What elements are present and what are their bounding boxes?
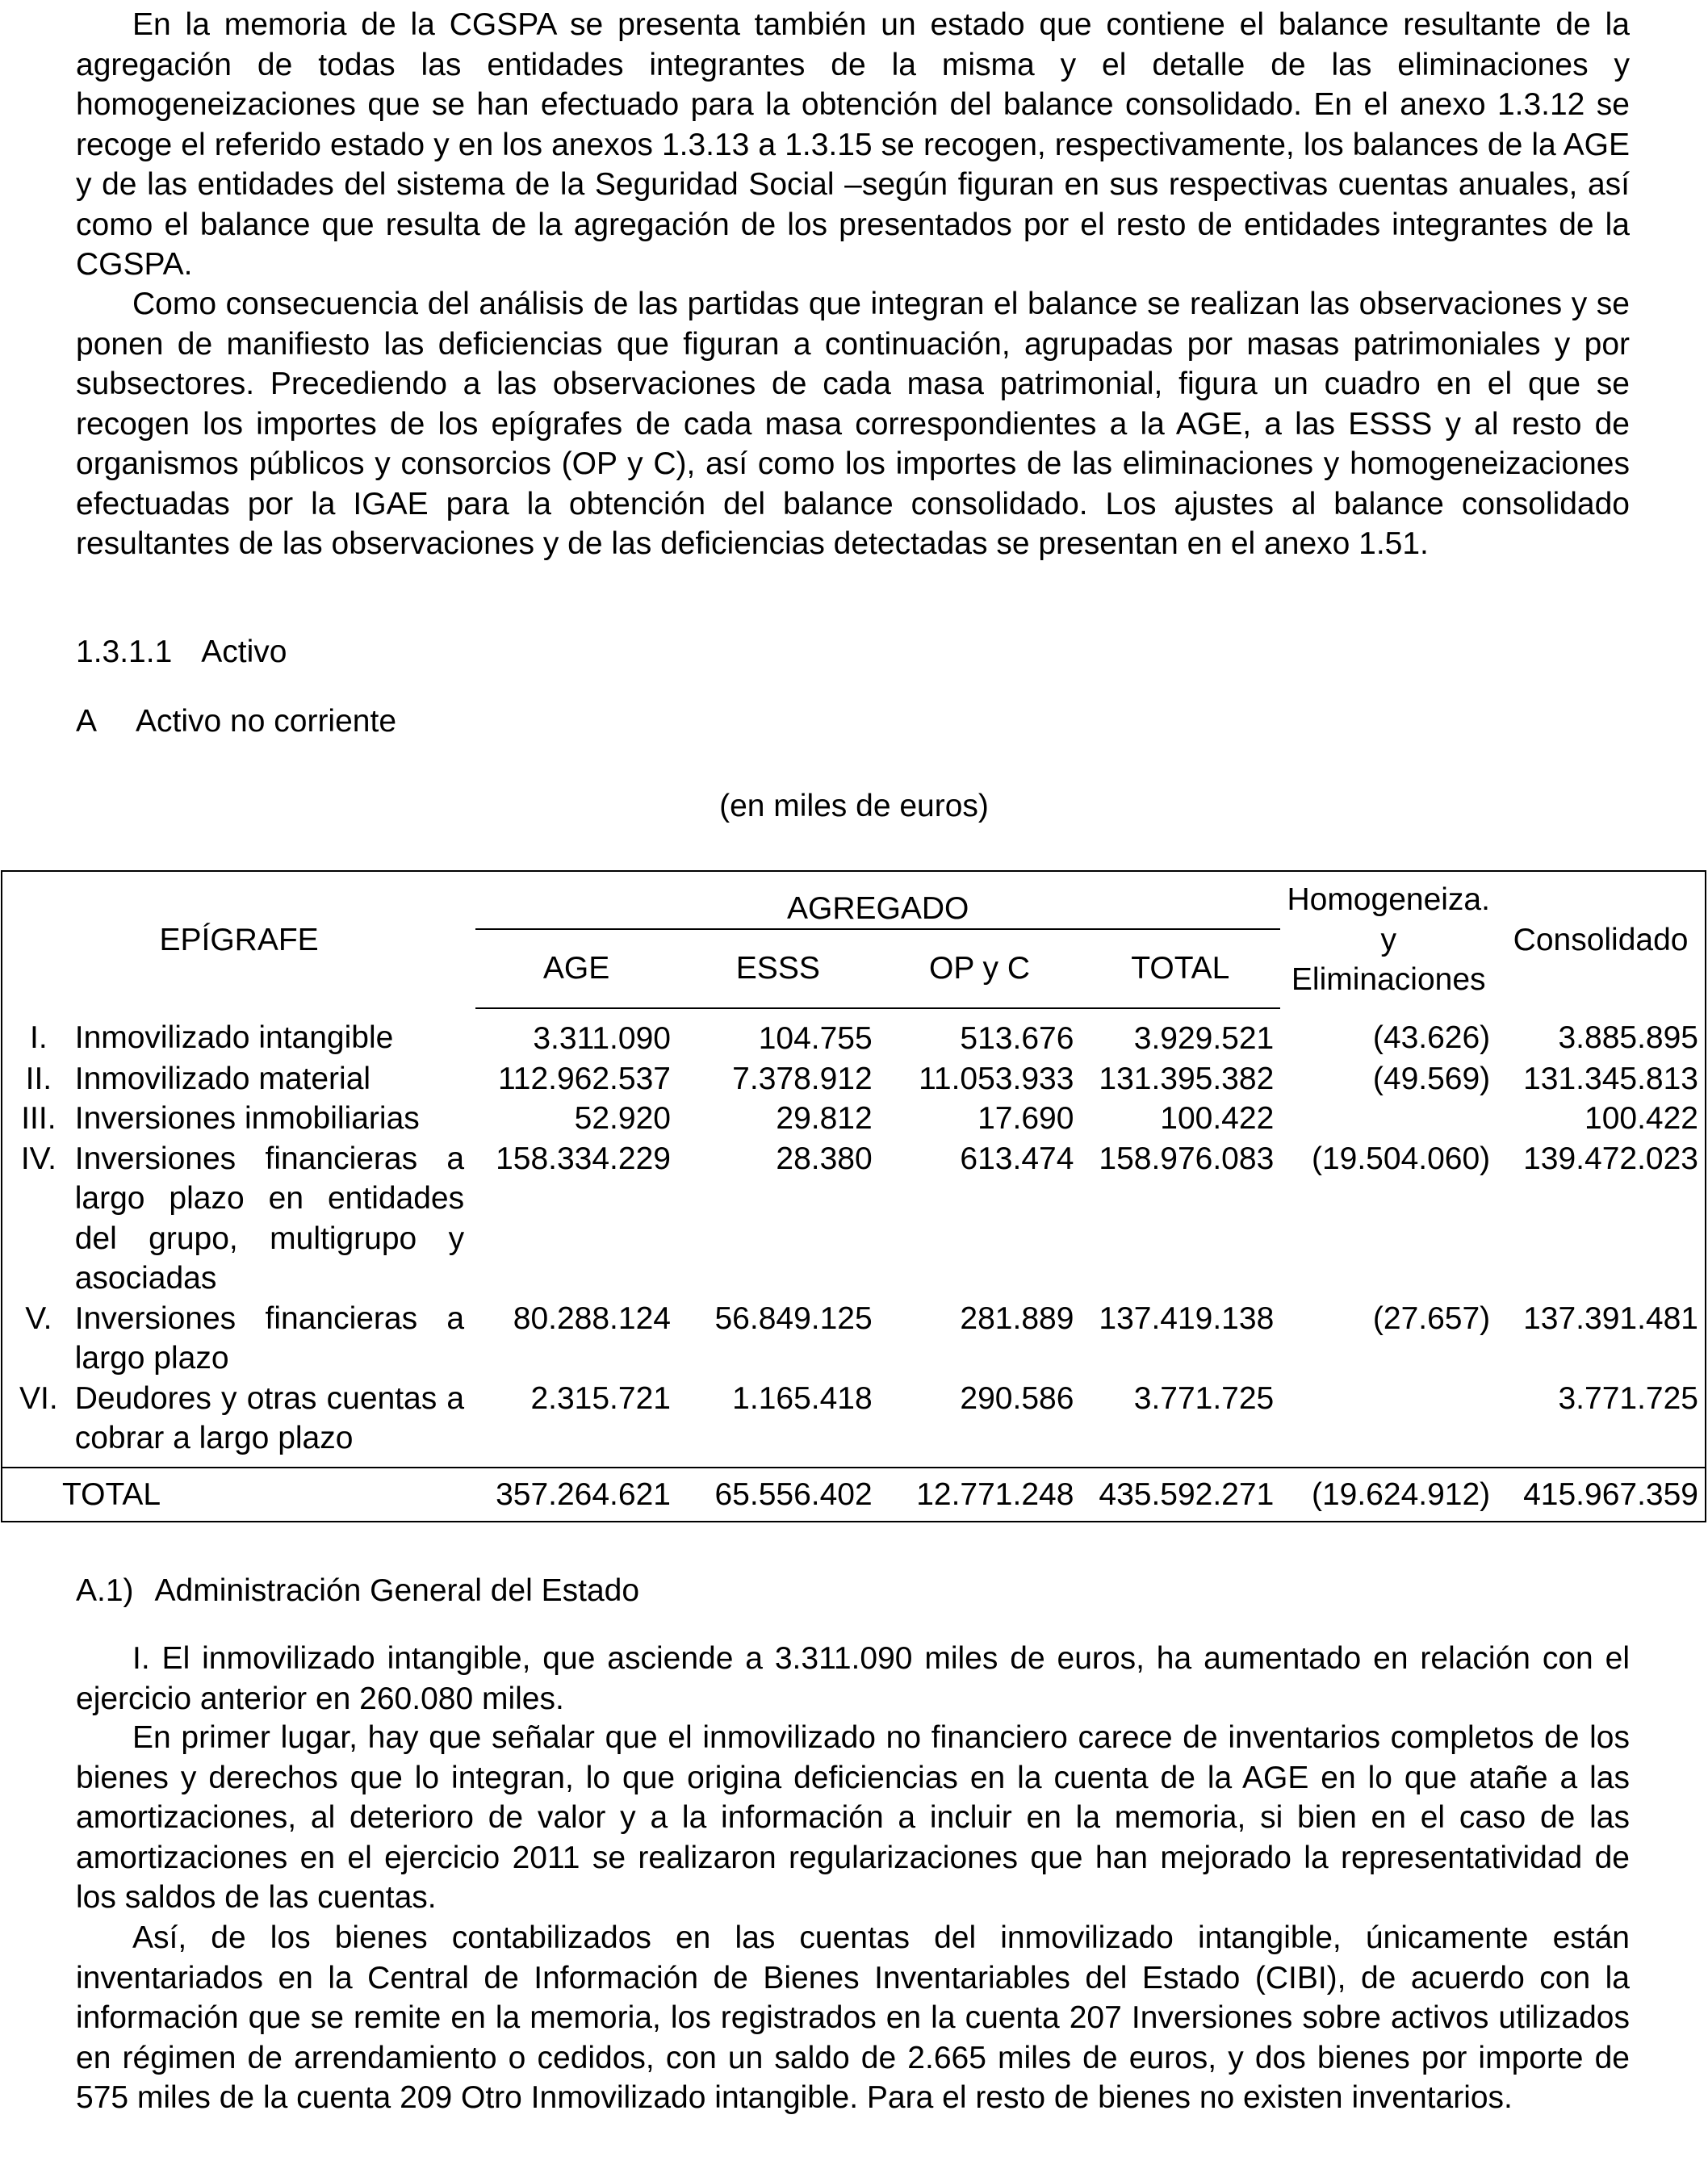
cell-hom bbox=[1280, 1379, 1497, 1468]
paragraph-intro-2: Como consecuencia del análisis de las partidas que integran el balance se realizan las observaciones y se ponen de manifiesto las deficiencias que figuran a continuación, agrupadas por masas patrimoniales y por subsectores. Precediendo a las observaciones de cada masa patrimonial, figura un cuadro en el que se recogen los importes de los epígrafes de cada masa correspondientes a la AGE, a las ESSS y al resto de organismos públicos y consorcios (OP y C), así como los importes de las eliminaciones y homogeneizaciones efectuadas por la IGAE para la obtención del balance consolidado. Los ajustes al balance consolidado resultantes de las observaciones y de las deficiencias detectadas se presentan en el anexo 1.51. bbox=[76, 287, 1630, 561]
header-epigrafe: EPÍGRAFE bbox=[159, 922, 319, 957]
cell-hom: (43.626) bbox=[1372, 1020, 1491, 1055]
section-title: Activo bbox=[201, 634, 287, 669]
cell-total: 137.419.138 bbox=[1099, 1300, 1275, 1336]
header-homogeneizaciones bbox=[1280, 871, 1497, 1008]
cell-opyc: 17.690 bbox=[977, 1101, 1074, 1136]
total-esss: 65.556.402 bbox=[677, 1468, 879, 1522]
cell-age: 112.962.537 bbox=[497, 1061, 671, 1096]
cell-age: 2.315.721 bbox=[530, 1380, 671, 1416]
table-row bbox=[2, 1059, 1706, 1099]
cell-opyc: 613.474 bbox=[960, 1141, 1074, 1176]
row-number: VI. bbox=[19, 1380, 58, 1416]
cell-hom: (27.657) bbox=[1372, 1300, 1491, 1336]
table-total-row bbox=[2, 1468, 1706, 1522]
row-label: Inversiones financieras a largo plazo bbox=[74, 1300, 465, 1376]
header-hom-line3: Eliminaciones bbox=[1291, 962, 1486, 998]
paragraph-intro-1: En la memoria de la CGSPA se presenta también un estado que contiene el balance resultante de la agregación de todas las entidades integrantes de la misma y el detalle de las eliminaciones y homogeneizaciones que se han efectuado para la obtención del balance consolidado. En el anexo 1.3.12 se recoge el referido estado y en los anexos 1.3.13 a 1.3.15 se recogen, respectivamente, los balances de la AGE y de las entidades del sistema de la Seguridad Social –según figuran en sus respectivas cuentas anuales, así como el balance que resulta de la agregación de los presentados por el resto de entidades integrantes de la CGSPA. bbox=[76, 7, 1630, 282]
cell-hom bbox=[1280, 1099, 1497, 1139]
cell-age: 80.288.124 bbox=[513, 1300, 671, 1336]
row-number: V. bbox=[25, 1300, 52, 1336]
cell-opyc: 513.676 bbox=[960, 1021, 1074, 1056]
table-row bbox=[2, 1139, 1706, 1299]
total-hom: (19.624.912) bbox=[1280, 1468, 1497, 1522]
cell-total: 158.976.083 bbox=[1099, 1141, 1275, 1176]
row-number: III. bbox=[21, 1101, 57, 1136]
cell-opyc: 11.053.933 bbox=[919, 1061, 1074, 1096]
paragraph-body-1: I. El inmovilizado intangible, que asciende a 3.311.090 miles de euros, ha aumentado en relación con el ejercicio anterior en 260.080 miles. bbox=[76, 1641, 1630, 1716]
cell-opyc: 290.586 bbox=[960, 1380, 1074, 1416]
cell-hom: (49.569) bbox=[1372, 1061, 1491, 1096]
table-row bbox=[2, 1099, 1706, 1139]
cell-consolidado: 3.885.895 bbox=[1558, 1020, 1698, 1055]
header-esss: ESSS bbox=[677, 929, 879, 1008]
cell-total: 3.929.521 bbox=[1133, 1021, 1275, 1056]
subheading-a1 bbox=[76, 1571, 639, 1611]
total-opyc: 12.771.248 bbox=[879, 1468, 1081, 1522]
balance-table bbox=[1, 870, 1706, 1522]
row-number: I. bbox=[30, 1020, 48, 1055]
header-agregado: AGREGADO bbox=[787, 890, 969, 926]
cell-age: 158.334.229 bbox=[496, 1141, 671, 1176]
subsection-title: Activo no corriente bbox=[136, 704, 397, 739]
section-number: 1.3.1.1 bbox=[76, 634, 173, 669]
cell-consolidado: 100.422 bbox=[1585, 1101, 1698, 1136]
total-consolidado: 415.967.359 bbox=[1497, 1468, 1706, 1522]
table-row bbox=[2, 1379, 1706, 1468]
cell-consolidado: 139.472.023 bbox=[1523, 1141, 1698, 1176]
section-heading bbox=[76, 632, 287, 672]
row-number: II. bbox=[25, 1061, 52, 1096]
header-hom-line1: Homogeneiza. bbox=[1287, 882, 1490, 918]
header-hom-line2: y bbox=[1380, 922, 1396, 957]
cell-opyc: 281.889 bbox=[960, 1300, 1074, 1336]
cell-esss: 1.165.418 bbox=[732, 1380, 873, 1416]
units-note: (en miles de euros) bbox=[719, 789, 989, 823]
row-label: Inmovilizado intangible bbox=[74, 1020, 394, 1055]
cell-hom: (19.504.060) bbox=[1311, 1141, 1491, 1176]
cell-total: 100.422 bbox=[1160, 1101, 1275, 1136]
header-total: TOTAL bbox=[1080, 929, 1280, 1008]
cell-esss: 29.812 bbox=[776, 1101, 873, 1136]
cell-consolidado: 3.771.725 bbox=[1558, 1380, 1698, 1416]
cell-consolidado: 131.345.813 bbox=[1523, 1061, 1698, 1096]
cell-consolidado: 137.391.481 bbox=[1523, 1300, 1698, 1336]
header-opyc: OP y C bbox=[879, 929, 1081, 1008]
subsection-letter: A bbox=[76, 704, 98, 739]
row-label: Inversiones financieras a largo plazo en entidades del grupo, multigrupo y asociadas bbox=[74, 1141, 465, 1296]
paragraph-body-3: Así, de los bienes contabilizados en las cuentas del inmovilizado intangible, únicamente están inventariados en la Central de Información de Bienes Inventariables del Estado (CIBI), de acuerdo con la información que se remite en la memoria, los registrados en la cuenta 207 Inversiones sobre activos utilizados en régimen de arrendamiento o cedidos, con un saldo de 2.665 miles de euros, y dos bienes por importe de 575 miles de la cuenta 209 Otro Inmovilizado intangible. Para el resto de bienes no existen inventarios. bbox=[76, 1920, 1630, 2115]
header-age: AGE bbox=[475, 929, 677, 1008]
cell-total: 131.395.382 bbox=[1099, 1061, 1275, 1096]
cell-age: 3.311.090 bbox=[533, 1021, 671, 1056]
row-label: Inversiones inmobiliarias bbox=[74, 1101, 420, 1136]
cell-esss: 56.849.125 bbox=[714, 1300, 873, 1336]
table-row bbox=[2, 1299, 1706, 1379]
cell-esss: 104.755 bbox=[758, 1021, 873, 1056]
table-row bbox=[2, 1008, 1706, 1059]
paragraph-body-2: En primer lugar, hay que señalar que el inmovilizado no financiero carece de inventarios completos de los bienes y derechos que lo integran, lo que origina deficiencias en la cuenta de la AGE en lo que atañe a las amortizaciones, al deterioro de valor y a la información a incluir en la memoria, si bien en el caso de las amortizaciones en el ejercicio 2011 se realizaron regularizaciones que han mejorado la representatividad de los saldos de las cuentas. bbox=[76, 1720, 1630, 1915]
row-label: Inmovilizado material bbox=[74, 1061, 371, 1096]
total-label: TOTAL bbox=[2, 1468, 475, 1522]
total-total: 435.592.271 bbox=[1080, 1468, 1280, 1522]
cell-age: 52.920 bbox=[574, 1101, 671, 1136]
cell-esss: 28.380 bbox=[776, 1141, 873, 1176]
row-number: IV. bbox=[20, 1141, 57, 1176]
row-label: Deudores y otras cuentas a cobrar a largo plazo bbox=[74, 1380, 465, 1455]
cell-total: 3.771.725 bbox=[1133, 1380, 1275, 1416]
table-header-row-1 bbox=[2, 871, 1706, 929]
subsection-heading bbox=[76, 701, 396, 742]
total-age: 357.264.621 bbox=[475, 1468, 677, 1522]
header-consolidado: Consolidado bbox=[1513, 922, 1689, 957]
cell-esss: 7.378.912 bbox=[732, 1061, 873, 1096]
subheading-a1-title: Administración General del Estado bbox=[154, 1573, 640, 1608]
subheading-a1-number: A.1) bbox=[76, 1573, 134, 1608]
